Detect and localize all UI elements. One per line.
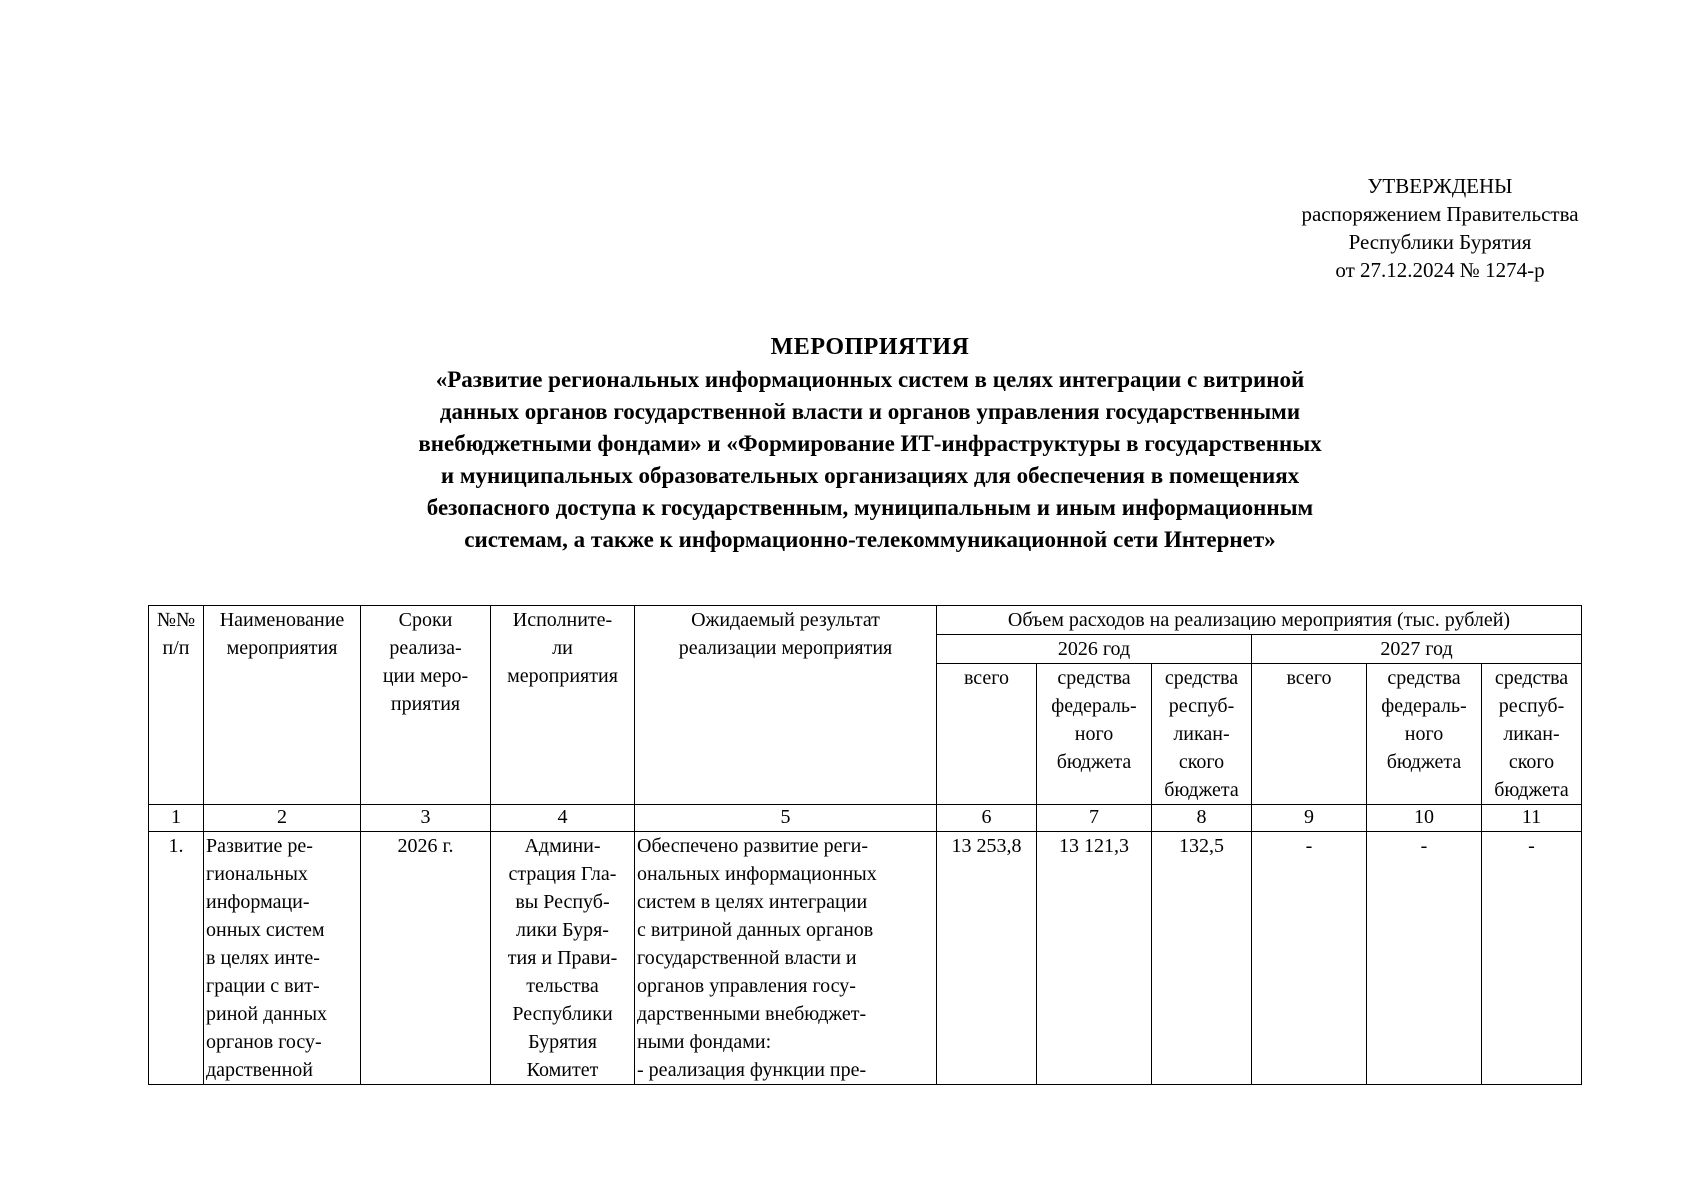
subtitle-line: и муниципальных образовательных организациях для обеспечения в помещениях xyxy=(440,463,1300,488)
column-number: 10 xyxy=(1367,805,1482,832)
subtitle-line: внебюджетными фондами» и «Формирование ИТ-инфраструктуры в государственных xyxy=(418,431,1322,456)
column-number: 1 xyxy=(149,805,204,832)
header-executors: Исполните- ли мероприятия xyxy=(491,606,635,805)
header-federal-2026: средства федераль- ного бюджета xyxy=(1037,664,1152,805)
approval-line: УТВЕРЖДЕНЫ xyxy=(1367,174,1513,198)
column-number: 11 xyxy=(1482,805,1582,832)
row-terms: 2026 г. xyxy=(361,832,491,1085)
table-row xyxy=(149,832,1582,1085)
approval-stamp xyxy=(1230,172,1650,284)
header-terms: Сроки реализа- ции меро- приятия xyxy=(361,606,491,805)
header-federal-2027: средства федераль- ного бюджета xyxy=(1367,664,1482,805)
document-title-block xyxy=(150,330,1590,556)
document-subtitle xyxy=(150,364,1590,556)
row-republic-2026: 132,5 xyxy=(1152,832,1252,1085)
header-republic-2027: средства респуб- ликан- ского бюджета xyxy=(1482,664,1582,805)
activities-table xyxy=(148,605,1582,1085)
column-number: 6 xyxy=(937,805,1037,832)
header-total-2026: всего xyxy=(937,664,1037,805)
header-row xyxy=(149,606,1582,635)
subtitle-line: системам, а также к информационно-телекоммуникационной сети Интернет» xyxy=(464,527,1276,552)
subtitle-line: безопасного доступа к государственным, муниципальным и иным информационным xyxy=(426,495,1314,520)
row-republic-2027: - xyxy=(1482,832,1582,1085)
column-number: 3 xyxy=(361,805,491,832)
approval-line: Республики Бурятия xyxy=(1348,230,1532,254)
header-result: Ожидаемый результат реализации мероприятия xyxy=(635,606,937,805)
subtitle-line: «Развитие региональных информационных систем в целях интеграции с витриной xyxy=(435,367,1305,392)
header-expenses: Объем расходов на реализацию мероприятия (тыс. рублей) xyxy=(937,606,1582,635)
header-year-2026: 2026 год xyxy=(937,635,1252,664)
column-number: 5 xyxy=(635,805,937,832)
document-title: МЕРОПРИЯТИЯ xyxy=(770,334,970,360)
header-republic-2026: средства респуб- ликан- ского бюджета xyxy=(1152,664,1252,805)
row-name: Развитие ре- гиональных информаци- онных систем в целях инте- грации с вит- риной данных органов госу- дарственной xyxy=(204,832,361,1085)
row-total-2027: - xyxy=(1252,832,1367,1085)
row-federal-2026: 13 121,3 xyxy=(1037,832,1152,1085)
row-federal-2027: - xyxy=(1367,832,1482,1085)
row-total-2026: 13 253,8 xyxy=(937,832,1037,1085)
column-number: 4 xyxy=(491,805,635,832)
approval-line: распоряжением Правительства xyxy=(1301,202,1579,226)
header-total-2027: всего xyxy=(1252,664,1367,805)
header-year-2027: 2027 год xyxy=(1252,635,1582,664)
subtitle-line: данных органов государственной власти и органов управления государственными xyxy=(439,399,1301,424)
column-number: 8 xyxy=(1152,805,1252,832)
column-number: 9 xyxy=(1252,805,1367,832)
column-number: 7 xyxy=(1037,805,1152,832)
row-result: Обеспечено развитие реги- ональных информационных систем в целях интеграции с витриной данных органов государственной власти и органов управления госу- дарственными внебюджет- ными фондами: - реализация функции пре- xyxy=(635,832,937,1085)
header-name: Наименование мероприятия xyxy=(204,606,361,805)
row-executors: Админи- страция Гла- вы Респуб- лики Буря- тия и Прави- тельства Республики Бурятия Комитет xyxy=(491,832,635,1085)
header-num: №№ п/п xyxy=(149,606,204,805)
row-num: 1. xyxy=(149,832,204,1085)
column-number-row xyxy=(149,805,1582,832)
column-number: 2 xyxy=(204,805,361,832)
approval-line: от 27.12.2024 № 1274-р xyxy=(1335,258,1545,282)
